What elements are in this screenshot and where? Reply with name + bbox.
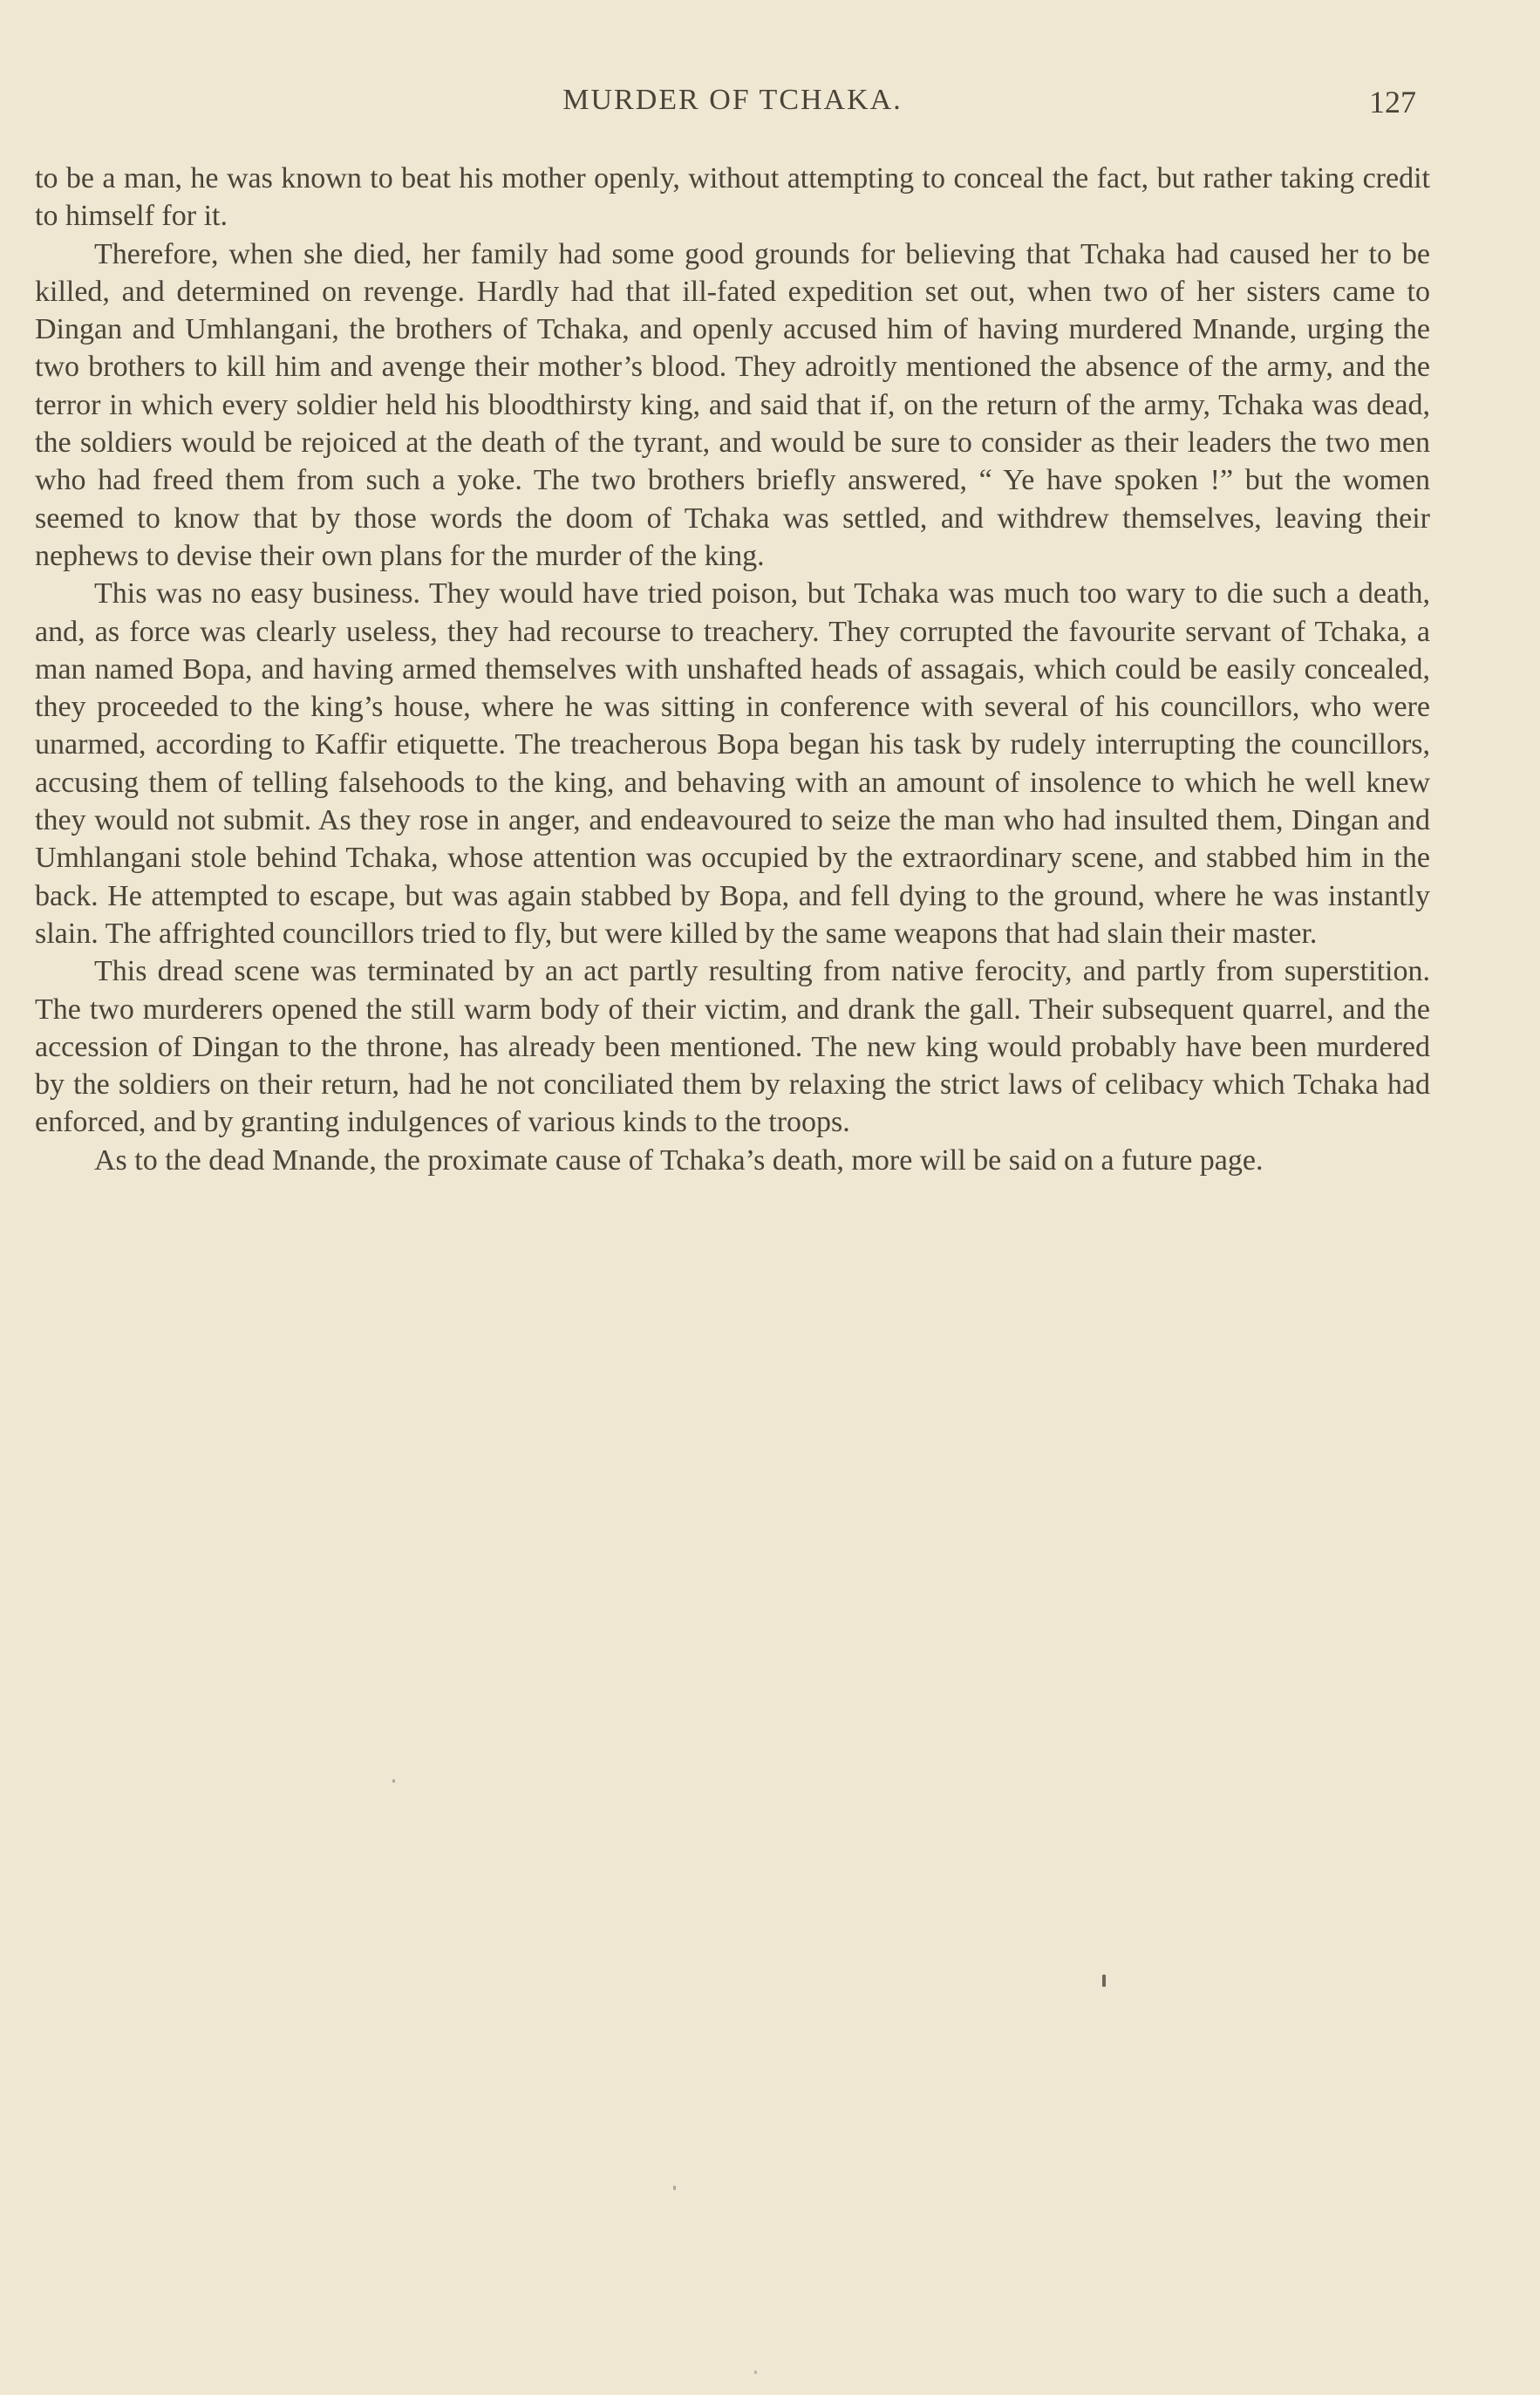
page-number: 127 xyxy=(1369,85,1416,119)
paper-speck xyxy=(673,2186,676,2190)
paragraph-continuation: to be a man, he was known to beat his mother openly, without attempting to conceal the fact, but rather taking credit to himself for it. xyxy=(35,162,1430,233)
running-title: MURDER OF TCHAKA. xyxy=(562,84,903,116)
paragraph: As to the dead Mnande, the proximate cause of Tchaka’s death, more will be said on a future page. xyxy=(94,1143,1264,1177)
paragraph: Therefore, when she died, her family had some good grounds for believing that Tchaka had caused her to be killed, and determined on revenge. Hardly had that ill-fated expedition set out, when two of her sisters came to Dingan and Umhlangani, the brothers of Tchaka, and openly accused him of having murdered Mnande, urging the two brothers to kill him and avenge their mother’s blood. They adroitly mentioned the absence of the army, and the terror in which every soldier held his bloodthirsty king, and said that if, on the return of the army, Tchaka was dead, the soldiers would be rejoiced at the death of the tyrant, and would be sure to consider as their leaders the two men who had freed them from such a yoke. The two brothers briefly answered, “ Ye have spoken !” but the women seemed to know that by those words the doom of Tchaka was settled, and withdrew themselves, leaving their nephews to devise their own plans for the murder of the king. xyxy=(35,237,1430,572)
running-head xyxy=(35,84,1430,122)
paragraph: This was no easy business. They would have tried poison, but Tchaka was much too wary to die such a death, and, as force was clearly useless, they had recourse to treachery. They corrupted the favourite servant of Tchaka, a man named Bopa, and having armed themselves with unshafted heads of assagais, which could be easily concealed, they proceeded to the king’s house, where he was sitting in conference with several of his councillors, who were unarmed, according to Kaffir etiquette. The treacherous Bopa began his task by rudely interrupting the councillors, accusing them of telling falsehoods to the king, and behaving with an amount of insolence to which he well knew they would not submit. As they rose in anger, and endeavoured to seize the man who had insulted them, Dingan and Umhlangani stole behind Tchaka, whose attention was occupied by the extraordinary scene, and stabbed him in the back. He attempted to escape, but was again stabbed by Bopa, and fell dying to the ground, where he was instantly slain. The affrighted councillors tried to fly, but were killed by the same weapons that had slain their master. xyxy=(35,577,1430,950)
paragraph: This dread scene was terminated by an act partly resulting from native ferocity, and partly from superstition. The two murderers opened the still warm body of their victim, and drank the gall. Their subsequent quarrel, and the accession of Dingan to the throne, has already been mentioned. The new king would probably have been murdered by the soldiers on their return, had he not conciliated them by relaxing the strict laws of celibacy which Tchaka had enforced, and by granting indulgences of various kinds to the troops. xyxy=(35,955,1430,1139)
paper-speck xyxy=(1102,1975,1106,1987)
paper-speck xyxy=(392,1779,395,1783)
paper-speck xyxy=(754,2371,757,2374)
body-text xyxy=(35,160,1430,1179)
